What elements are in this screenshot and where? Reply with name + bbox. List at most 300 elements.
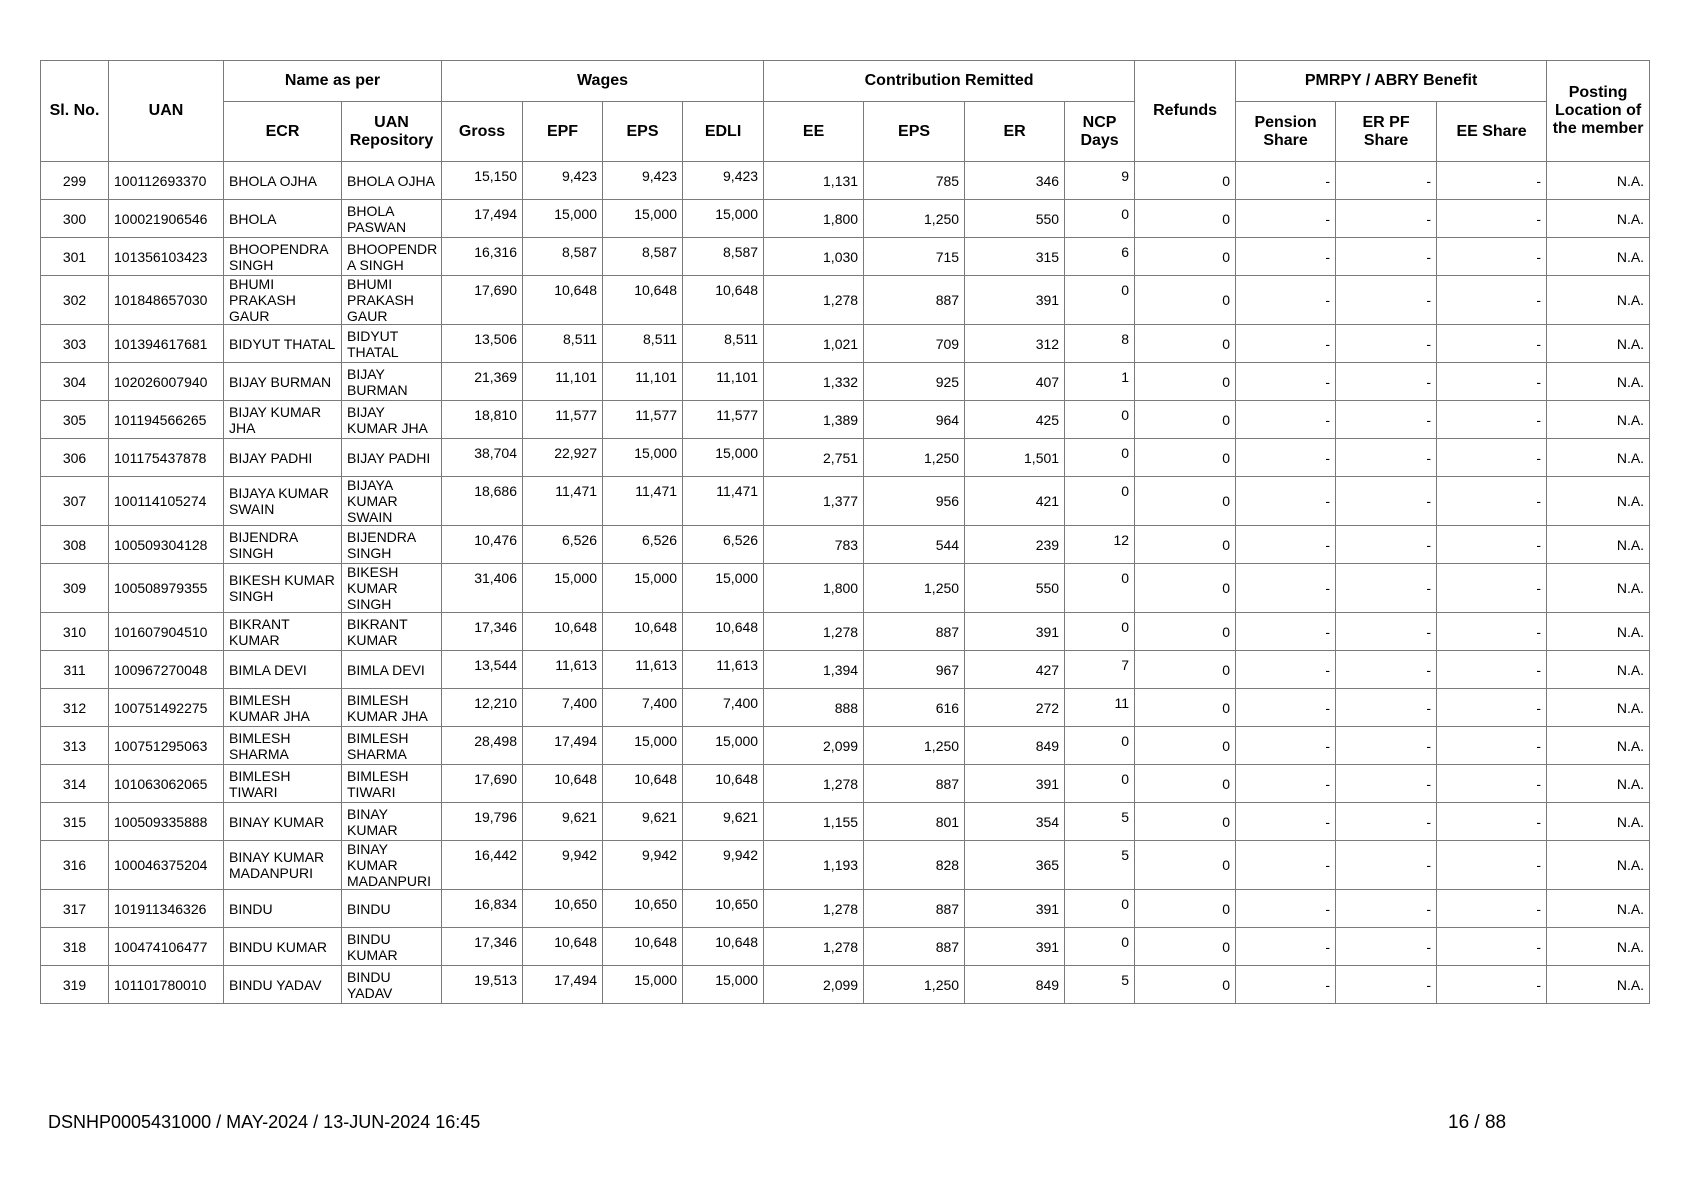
cell-er: 849 [965, 966, 1065, 1004]
cell-ecr: BHOLA OJHA [224, 162, 342, 200]
cell-uan-repository: BIJAY PADHI [342, 439, 442, 477]
cell-gross: 18,686 [442, 477, 523, 526]
cell-uan: 100751295063 [109, 727, 224, 765]
cell-eps-contribution: 801 [864, 803, 965, 841]
cell-refunds: 0 [1135, 966, 1236, 1004]
cell-sl-no: 299 [41, 162, 109, 200]
cell-pension-share: - [1236, 526, 1336, 564]
cell-eps-wages: 15,000 [603, 966, 683, 1004]
cell-ecr: BIDYUT THATAL [224, 325, 342, 363]
cell-er: 391 [965, 276, 1065, 325]
cell-uan-repository: BIJAYA KUMAR SWAIN [342, 477, 442, 526]
cell-er: 315 [965, 238, 1065, 276]
cell-edli: 9,942 [683, 841, 764, 890]
cell-er: 407 [965, 363, 1065, 401]
cell-ecr: BIMLESH TIWARI [224, 765, 342, 803]
cell-edli: 15,000 [683, 439, 764, 477]
cell-ecr: BHOLA [224, 200, 342, 238]
cell-epf: 9,621 [523, 803, 603, 841]
cell-er-pf-share: - [1336, 401, 1437, 439]
cell-eps-wages: 11,613 [603, 651, 683, 689]
cell-eps-wages: 15,000 [603, 439, 683, 477]
cell-ecr: BIMLESH SHARMA [224, 727, 342, 765]
cell-refunds: 0 [1135, 890, 1236, 928]
cell-eps-wages: 9,942 [603, 841, 683, 890]
table-row [41, 966, 1650, 1004]
table-row [41, 200, 1650, 238]
cell-ee-share: - [1437, 689, 1547, 727]
cell-ee-share: - [1437, 439, 1547, 477]
cell-edli: 7,400 [683, 689, 764, 727]
cell-ee: 2,751 [764, 439, 864, 477]
table-row [41, 564, 1650, 613]
cell-ecr: BINAY KUMAR [224, 803, 342, 841]
cell-uan: 100967270048 [109, 651, 224, 689]
col-ee: EE [764, 102, 864, 162]
cell-epf: 15,000 [523, 200, 603, 238]
cell-edli: 15,000 [683, 727, 764, 765]
cell-refunds: 0 [1135, 477, 1236, 526]
cell-ncp-days: 0 [1065, 765, 1135, 803]
cell-uan-repository: BHOOPENDR A SINGH [342, 238, 442, 276]
cell-ncp-days: 12 [1065, 526, 1135, 564]
cell-uan: 102026007940 [109, 363, 224, 401]
cell-ee-share: - [1437, 238, 1547, 276]
cell-uan-repository: BIKESH KUMAR SINGH [342, 564, 442, 613]
cell-gross: 16,442 [442, 841, 523, 890]
cell-er: 1,501 [965, 439, 1065, 477]
cell-er: 346 [965, 162, 1065, 200]
cell-eps-contribution: 925 [864, 363, 965, 401]
cell-eps-wages: 10,650 [603, 890, 683, 928]
cell-eps-contribution: 785 [864, 162, 965, 200]
cell-er-pf-share: - [1336, 928, 1437, 966]
cell-er: 391 [965, 613, 1065, 651]
cell-edli: 6,526 [683, 526, 764, 564]
cell-posting-location: N.A. [1547, 928, 1650, 966]
cell-sl-no: 310 [41, 613, 109, 651]
cell-ee-share: - [1437, 928, 1547, 966]
cell-posting-location: N.A. [1547, 689, 1650, 727]
cell-gross: 18,810 [442, 401, 523, 439]
cell-eps-contribution: 887 [864, 276, 965, 325]
cell-gross: 17,690 [442, 276, 523, 325]
cell-er-pf-share: - [1336, 890, 1437, 928]
cell-eps-contribution: 709 [864, 325, 965, 363]
cell-er-pf-share: - [1336, 803, 1437, 841]
cell-er: 391 [965, 890, 1065, 928]
cell-ee-share: - [1437, 890, 1547, 928]
cell-gross: 16,316 [442, 238, 523, 276]
cell-edli: 11,101 [683, 363, 764, 401]
cell-ecr: BINDU YADAV [224, 966, 342, 1004]
cell-uan: 101911346326 [109, 890, 224, 928]
col-uan: UAN [109, 61, 224, 162]
cell-epf: 17,494 [523, 727, 603, 765]
cell-ncp-days: 5 [1065, 966, 1135, 1004]
cell-ee-share: - [1437, 526, 1547, 564]
cell-gross: 19,796 [442, 803, 523, 841]
document-id: DSNHP0005431000 / MAY-2024 / 13-JUN-2024 16:45 [48, 1112, 481, 1132]
cell-er: 354 [965, 803, 1065, 841]
cell-uan: 100021906546 [109, 200, 224, 238]
cell-epf: 10,648 [523, 613, 603, 651]
cell-er-pf-share: - [1336, 651, 1437, 689]
cell-er-pf-share: - [1336, 765, 1437, 803]
cell-er: 550 [965, 564, 1065, 613]
cell-ncp-days: 9 [1065, 162, 1135, 200]
cell-sl-no: 305 [41, 401, 109, 439]
cell-eps-wages: 9,621 [603, 803, 683, 841]
cell-pension-share: - [1236, 564, 1336, 613]
cell-eps-wages: 7,400 [603, 689, 683, 727]
cell-gross: 19,513 [442, 966, 523, 1004]
cell-ee: 1,278 [764, 765, 864, 803]
cell-pension-share: - [1236, 200, 1336, 238]
cell-posting-location: N.A. [1547, 325, 1650, 363]
cell-ecr: BIMLA DEVI [224, 651, 342, 689]
cell-edli: 8,511 [683, 325, 764, 363]
table-row [41, 689, 1650, 727]
cell-sl-no: 312 [41, 689, 109, 727]
cell-ecr: BIMLESH KUMAR JHA [224, 689, 342, 727]
cell-ee-share: - [1437, 325, 1547, 363]
cell-ecr: BHUMI PRAKASH GAUR [224, 276, 342, 325]
cell-sl-no: 304 [41, 363, 109, 401]
cell-ee-share: - [1437, 613, 1547, 651]
cell-uan: 101101780010 [109, 966, 224, 1004]
cell-refunds: 0 [1135, 803, 1236, 841]
cell-pension-share: - [1236, 439, 1336, 477]
cell-uan: 101194566265 [109, 401, 224, 439]
cell-ee: 1,394 [764, 651, 864, 689]
col-uan-repository: UAN Repository [342, 102, 442, 162]
cell-eps-contribution: 1,250 [864, 439, 965, 477]
cell-eps-contribution: 887 [864, 613, 965, 651]
cell-ee-share: - [1437, 651, 1547, 689]
cell-refunds: 0 [1135, 276, 1236, 325]
cell-epf: 7,400 [523, 689, 603, 727]
cell-epf: 8,511 [523, 325, 603, 363]
cell-eps-wages: 11,471 [603, 477, 683, 526]
cell-eps-wages: 8,587 [603, 238, 683, 276]
cell-uan-repository: BHOLA OJHA [342, 162, 442, 200]
group-name-as-per: Name as per [224, 61, 442, 102]
cell-ee: 1,278 [764, 928, 864, 966]
cell-posting-location: N.A. [1547, 200, 1650, 238]
cell-posting-location: N.A. [1547, 727, 1650, 765]
cell-edli: 11,577 [683, 401, 764, 439]
cell-er-pf-share: - [1336, 238, 1437, 276]
table-row [41, 477, 1650, 526]
cell-ee: 1,021 [764, 325, 864, 363]
table-row [41, 162, 1650, 200]
cell-gross: 17,346 [442, 613, 523, 651]
cell-edli: 10,650 [683, 890, 764, 928]
cell-ee-share: - [1437, 966, 1547, 1004]
table-row [41, 613, 1650, 651]
contribution-table [40, 60, 1650, 1004]
cell-pension-share: - [1236, 363, 1336, 401]
group-pmrpy-abry: PMRPY / ABRY Benefit [1236, 61, 1547, 102]
cell-er-pf-share: - [1336, 439, 1437, 477]
cell-pension-share: - [1236, 727, 1336, 765]
cell-sl-no: 315 [41, 803, 109, 841]
cell-er: 391 [965, 928, 1065, 966]
cell-edli: 9,423 [683, 162, 764, 200]
cell-refunds: 0 [1135, 363, 1236, 401]
cell-er-pf-share: - [1336, 564, 1437, 613]
cell-refunds: 0 [1135, 526, 1236, 564]
cell-er: 421 [965, 477, 1065, 526]
cell-pension-share: - [1236, 325, 1336, 363]
cell-posting-location: N.A. [1547, 613, 1650, 651]
group-wages: Wages [442, 61, 764, 102]
cell-posting-location: N.A. [1547, 238, 1650, 276]
cell-ncp-days: 5 [1065, 803, 1135, 841]
col-epf: EPF [523, 102, 603, 162]
cell-ncp-days: 0 [1065, 613, 1135, 651]
cell-uan: 100114105274 [109, 477, 224, 526]
cell-ncp-days: 0 [1065, 276, 1135, 325]
cell-eps-contribution: 1,250 [864, 200, 965, 238]
cell-er: 272 [965, 689, 1065, 727]
cell-ee-share: - [1437, 276, 1547, 325]
group-contribution-remitted: Contribution Remitted [764, 61, 1135, 102]
cell-er-pf-share: - [1336, 325, 1437, 363]
cell-ncp-days: 0 [1065, 727, 1135, 765]
cell-eps-contribution: 715 [864, 238, 965, 276]
cell-gross: 17,690 [442, 765, 523, 803]
cell-refunds: 0 [1135, 564, 1236, 613]
cell-pension-share: - [1236, 477, 1336, 526]
cell-posting-location: N.A. [1547, 477, 1650, 526]
cell-epf: 10,648 [523, 928, 603, 966]
col-pension-share: Pension Share [1236, 102, 1336, 162]
cell-er-pf-share: - [1336, 727, 1437, 765]
cell-ee: 1,389 [764, 401, 864, 439]
cell-pension-share: - [1236, 765, 1336, 803]
cell-er-pf-share: - [1336, 363, 1437, 401]
cell-epf: 10,648 [523, 276, 603, 325]
cell-pension-share: - [1236, 276, 1336, 325]
cell-posting-location: N.A. [1547, 765, 1650, 803]
cell-ee-share: - [1437, 803, 1547, 841]
cell-er: 427 [965, 651, 1065, 689]
cell-posting-location: N.A. [1547, 890, 1650, 928]
cell-ee: 1,278 [764, 613, 864, 651]
page-number: 16 / 88 [1448, 1112, 1507, 1133]
cell-eps-contribution: 1,250 [864, 564, 965, 613]
cell-epf: 9,423 [523, 162, 603, 200]
cell-sl-no: 308 [41, 526, 109, 564]
cell-er-pf-share: - [1336, 841, 1437, 890]
cell-edli: 10,648 [683, 276, 764, 325]
cell-pension-share: - [1236, 841, 1336, 890]
cell-eps-contribution: 544 [864, 526, 965, 564]
cell-gross: 15,150 [442, 162, 523, 200]
cell-sl-no: 301 [41, 238, 109, 276]
cell-epf: 17,494 [523, 966, 603, 1004]
cell-uan: 100509335888 [109, 803, 224, 841]
cell-ee-share: - [1437, 727, 1547, 765]
cell-ee: 1,278 [764, 276, 864, 325]
cell-posting-location: N.A. [1547, 803, 1650, 841]
cell-ee: 2,099 [764, 966, 864, 1004]
cell-posting-location: N.A. [1547, 276, 1650, 325]
cell-ee-share: - [1437, 841, 1547, 890]
cell-refunds: 0 [1135, 325, 1236, 363]
cell-eps-contribution: 616 [864, 689, 965, 727]
table-row [41, 401, 1650, 439]
cell-ee: 1,800 [764, 200, 864, 238]
col-ee-share: EE Share [1437, 102, 1547, 162]
cell-epf: 11,471 [523, 477, 603, 526]
cell-ecr: BINAY KUMAR MADANPURI [224, 841, 342, 890]
cell-eps-wages: 11,577 [603, 401, 683, 439]
cell-posting-location: N.A. [1547, 526, 1650, 564]
cell-uan: 100509304128 [109, 526, 224, 564]
cell-er: 239 [965, 526, 1065, 564]
table-row [41, 238, 1650, 276]
cell-ecr: BIJAY KUMAR JHA [224, 401, 342, 439]
cell-ncp-days: 0 [1065, 928, 1135, 966]
cell-epf: 11,101 [523, 363, 603, 401]
cell-pension-share: - [1236, 613, 1336, 651]
cell-posting-location: N.A. [1547, 162, 1650, 200]
cell-er-pf-share: - [1336, 276, 1437, 325]
cell-ee-share: - [1437, 401, 1547, 439]
cell-ncp-days: 0 [1065, 564, 1135, 613]
cell-eps-contribution: 1,250 [864, 727, 965, 765]
cell-eps-wages: 9,423 [603, 162, 683, 200]
cell-refunds: 0 [1135, 162, 1236, 200]
cell-er-pf-share: - [1336, 689, 1437, 727]
cell-uan: 100508979355 [109, 564, 224, 613]
cell-ecr: BIJENDRA SINGH [224, 526, 342, 564]
cell-gross: 10,476 [442, 526, 523, 564]
cell-eps-contribution: 967 [864, 651, 965, 689]
cell-er-pf-share: - [1336, 162, 1437, 200]
cell-ecr: BIJAY PADHI [224, 439, 342, 477]
cell-ee-share: - [1437, 200, 1547, 238]
cell-uan: 100046375204 [109, 841, 224, 890]
cell-refunds: 0 [1135, 439, 1236, 477]
col-posting-location: Posting Location of the member [1547, 61, 1650, 162]
cell-er: 312 [965, 325, 1065, 363]
cell-ee: 783 [764, 526, 864, 564]
table-row [41, 651, 1650, 689]
cell-ncp-days: 0 [1065, 890, 1135, 928]
cell-ee: 1,377 [764, 477, 864, 526]
cell-posting-location: N.A. [1547, 401, 1650, 439]
cell-er: 391 [965, 765, 1065, 803]
cell-uan-repository: BIMLESH KUMAR JHA [342, 689, 442, 727]
cell-posting-location: N.A. [1547, 564, 1650, 613]
cell-ee-share: - [1437, 162, 1547, 200]
cell-gross: 12,210 [442, 689, 523, 727]
cell-eps-contribution: 887 [864, 765, 965, 803]
cell-eps-wages: 6,526 [603, 526, 683, 564]
col-edli: EDLI [683, 102, 764, 162]
cell-ecr: BINDU [224, 890, 342, 928]
cell-uan: 100751492275 [109, 689, 224, 727]
col-er: ER [965, 102, 1065, 162]
cell-edli: 10,648 [683, 928, 764, 966]
cell-edli: 9,621 [683, 803, 764, 841]
cell-ee-share: - [1437, 363, 1547, 401]
cell-uan-repository: BIMLESH TIWARI [342, 765, 442, 803]
cell-eps-wages: 15,000 [603, 200, 683, 238]
cell-ee: 888 [764, 689, 864, 727]
cell-ecr: BIKESH KUMAR SINGH [224, 564, 342, 613]
cell-gross: 17,346 [442, 928, 523, 966]
cell-uan: 101848657030 [109, 276, 224, 325]
cell-sl-no: 311 [41, 651, 109, 689]
cell-epf: 9,942 [523, 841, 603, 890]
table-row [41, 765, 1650, 803]
cell-eps-contribution: 1,250 [864, 966, 965, 1004]
cell-epf: 15,000 [523, 564, 603, 613]
cell-refunds: 0 [1135, 689, 1236, 727]
cell-gross: 13,544 [442, 651, 523, 689]
cell-er-pf-share: - [1336, 477, 1437, 526]
cell-pension-share: - [1236, 401, 1336, 439]
cell-edli: 15,000 [683, 966, 764, 1004]
cell-uan-repository: BIMLA DEVI [342, 651, 442, 689]
cell-refunds: 0 [1135, 200, 1236, 238]
cell-posting-location: N.A. [1547, 363, 1650, 401]
cell-refunds: 0 [1135, 727, 1236, 765]
cell-pension-share: - [1236, 890, 1336, 928]
cell-refunds: 0 [1135, 401, 1236, 439]
cell-ee: 1,800 [764, 564, 864, 613]
cell-ee: 1,030 [764, 238, 864, 276]
col-ncp-days: NCP Days [1065, 102, 1135, 162]
cell-eps-contribution: 828 [864, 841, 965, 890]
cell-gross: 31,406 [442, 564, 523, 613]
cell-sl-no: 318 [41, 928, 109, 966]
cell-ee-share: - [1437, 477, 1547, 526]
cell-epf: 22,927 [523, 439, 603, 477]
cell-epf: 11,577 [523, 401, 603, 439]
cell-edli: 8,587 [683, 238, 764, 276]
col-sl-no: Sl. No. [41, 61, 109, 162]
cell-ncp-days: 8 [1065, 325, 1135, 363]
table-row [41, 803, 1650, 841]
cell-er-pf-share: - [1336, 200, 1437, 238]
cell-edli: 10,648 [683, 765, 764, 803]
cell-sl-no: 309 [41, 564, 109, 613]
cell-uan-repository: BHUMI PRAKASH GAUR [342, 276, 442, 325]
cell-uan: 100112693370 [109, 162, 224, 200]
table-body [41, 162, 1650, 1004]
cell-uan-repository: BIJENDRA SINGH [342, 526, 442, 564]
cell-sl-no: 316 [41, 841, 109, 890]
cell-gross: 13,506 [442, 325, 523, 363]
cell-eps-wages: 15,000 [603, 564, 683, 613]
cell-uan: 101607904510 [109, 613, 224, 651]
cell-uan-repository: BIJAY BURMAN [342, 363, 442, 401]
cell-ecr: BIJAYA KUMAR SWAIN [224, 477, 342, 526]
cell-refunds: 0 [1135, 928, 1236, 966]
cell-ncp-days: 7 [1065, 651, 1135, 689]
cell-eps-contribution: 964 [864, 401, 965, 439]
cell-ee-share: - [1437, 765, 1547, 803]
cell-uan-repository: BINAY KUMAR [342, 803, 442, 841]
col-ecr: ECR [224, 102, 342, 162]
cell-ecr: BINDU KUMAR [224, 928, 342, 966]
